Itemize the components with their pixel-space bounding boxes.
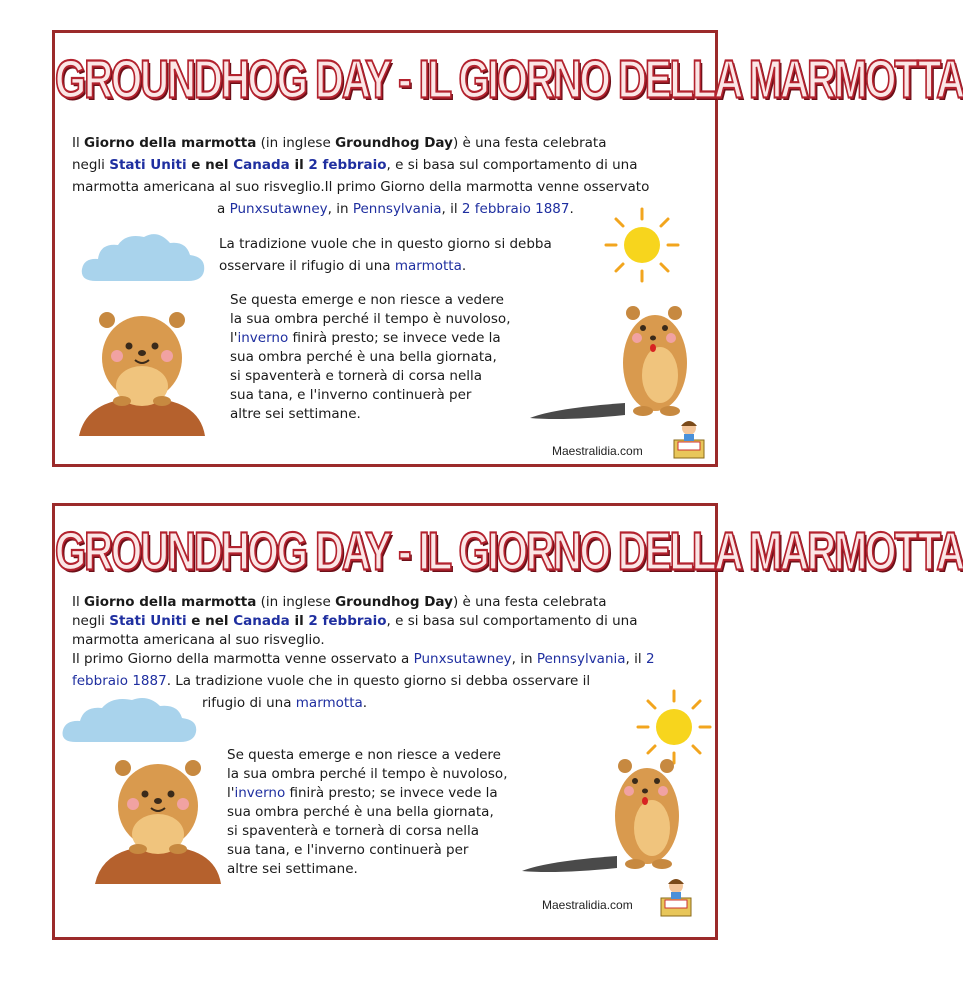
teacher-logo (672, 416, 706, 460)
intro-line-4: a Punxsutawney, in Pennsylvania, il 2 febbraio 1887. (217, 201, 574, 217)
groundhog-in-burrow (93, 746, 223, 886)
tradition-paragraph: La tradizione vuole che in questo giorno si debba osservare il rifugio di una marmotta. (219, 236, 552, 274)
intro-line-2: negli Stati Uniti e nel Canada il 2 febbraio, e si basa sul comportamento di una (72, 613, 638, 629)
intro-line-4: Il primo Giorno della marmotta venne osservato a Punxsutawney, in Pennsylvania, il 2 (72, 651, 655, 667)
groundhog-with-shadow (517, 736, 697, 876)
cloud-icon (60, 696, 200, 744)
credit-text: Maestralidia.com (542, 898, 633, 912)
card-2 (52, 503, 963, 940)
intro-paragraph (72, 593, 712, 713)
intro-line-3: marmotta americana al suo risveglio. (72, 632, 325, 648)
card-title: GROUNDHOG DAY - IL GIORNO DELLA MARMOTTA (55, 522, 963, 582)
credit-text: Maestralidia.com (552, 444, 643, 458)
teacher-logo (659, 874, 693, 918)
shadow-paragraph: Se questa emerge e non riesce a vedere la sua ombra perché il tempo è nuvoloso, l'inverno finirà presto; se invece vede la sua ombra perché è una bella giornata, si spaventerà e tornerà di corsa nella sua tana, e l'inverno continuerà per altre sei settimane. (230, 292, 511, 422)
cloud-icon (78, 231, 208, 283)
card-title: GROUNDHOG DAY - IL GIORNO DELLA MARMOTTA (55, 50, 963, 110)
intro-line-6: rifugio di una marmotta. (202, 695, 368, 711)
intro-line-3: marmotta americana al suo risveglio.Il primo Giorno della marmotta venne osservato (72, 179, 650, 195)
groundhog-in-burrow (77, 298, 207, 438)
intro-line-1: Il Giorno della marmotta (in inglese Groundhog Day) è una festa celebrata (72, 135, 607, 151)
shadow-paragraph: Se questa emerge e non riesce a vedere la sua ombra perché il tempo è nuvoloso, l'inverno finirà presto; se invece vede la sua ombra perché è una bella giornata, si spaventerà e tornerà di corsa nella sua tana, e l'inverno continuerà per altre sei settimane. (227, 747, 508, 877)
intro-line-1: Il Giorno della marmotta (in inglese Groundhog Day) è una festa celebrata (72, 594, 607, 610)
card-1 (52, 30, 963, 467)
sun-icon (603, 206, 681, 284)
intro-line-5: febbraio 1887. La tradizione vuole che in questo giorno si debba osservare il (72, 673, 591, 689)
intro-line-2: negli Stati Uniti e nel Canada il 2 febbraio, e si basa sul comportamento di una (72, 157, 638, 173)
groundhog-with-shadow (525, 283, 705, 423)
